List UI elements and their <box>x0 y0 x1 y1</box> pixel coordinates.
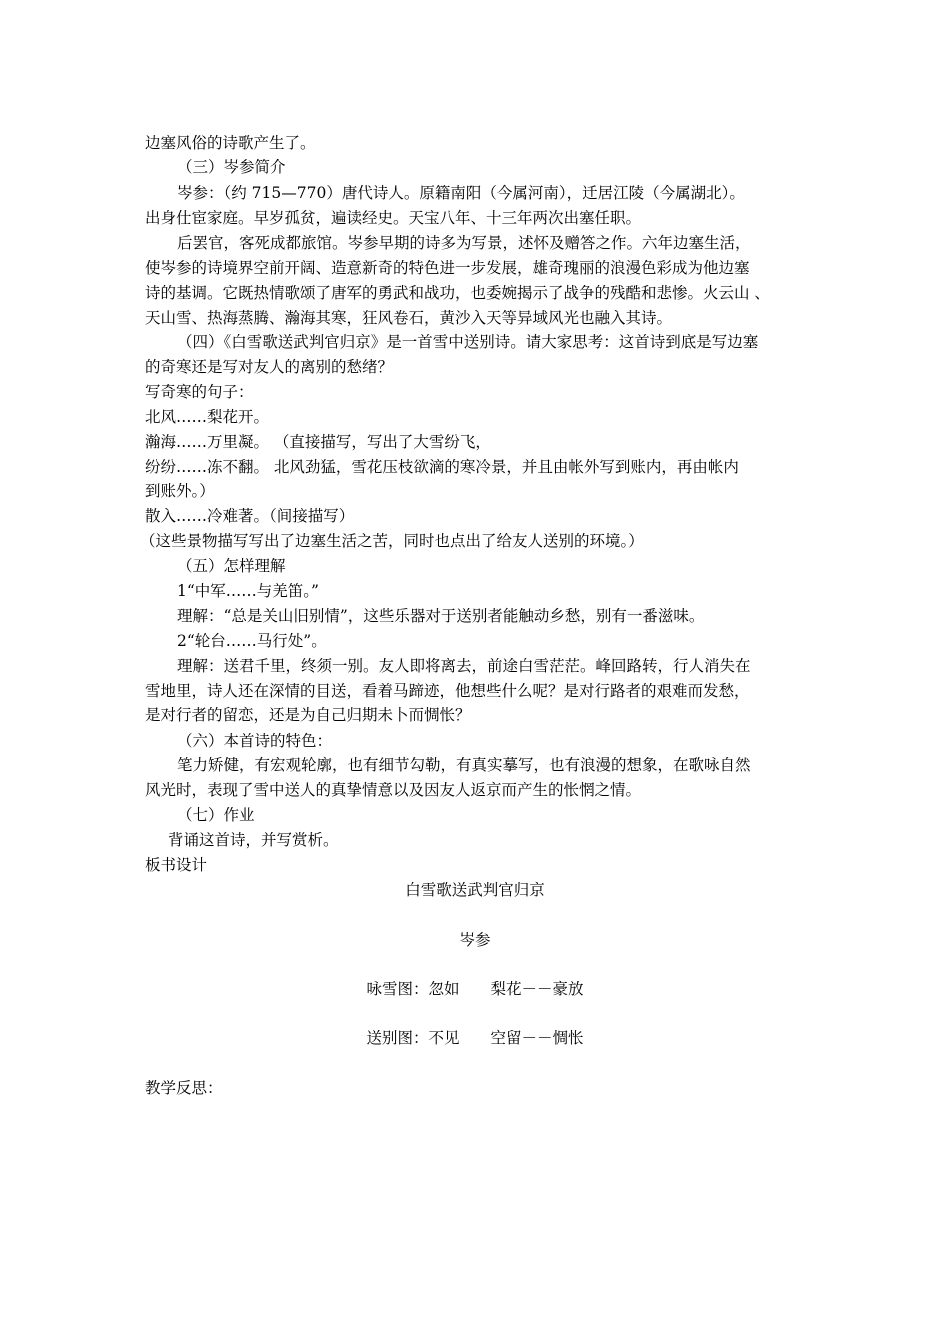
board-row-snow: 咏雪图：忽如 梨花－－豪放 <box>366 980 584 998</box>
text-line: 是对行者的留恋，还是为自己归期未卜而惆怅？ <box>145 706 471 724</box>
section-heading: （六）本首诗的特色： <box>177 732 333 750</box>
board-title: 白雪歌送武判官归京 <box>405 881 545 899</box>
text-line: 的奇寒还是写对友人的离别的愁绪？ <box>145 358 394 376</box>
text-line: 理解：“总是关山旧别情”，这些乐器对于送别者能触动乡愁，别有一番滋味。 <box>177 607 705 625</box>
section-heading: （七）作业 <box>177 806 255 824</box>
text-line: 使岑参的诗境界空前开阔、造意新奇的特色进一步发展，雄奇瑰丽的浪漫色彩成为他边塞 <box>145 259 750 277</box>
board-row-farewell: 送别图：不见 空留－－惆怅 <box>366 1029 584 1047</box>
reflection-label: 教学反思： <box>145 1079 223 1097</box>
text-line: 到账外。） <box>145 482 215 500</box>
text-line: 2“轮台……马行处”。 <box>177 632 327 650</box>
text-line: 瀚海……万里凝。 （直接描写，写出了大雪纷飞， <box>145 433 491 451</box>
text-line: 风光时，表现了雪中送人的真挚情意以及因友人返京而产生的怅惘之情。 <box>145 781 642 799</box>
section-heading: （四）《白雪歌送武判官归京》是一首雪中送别诗。请大家思考：这首诗到底是写边塞 <box>177 333 759 351</box>
text-line: 笔力矫健，有宏观轮廓，也有细节勾勒，有真实摹写，也有浪漫的想象，在歌咏自然 <box>177 756 751 774</box>
text-line: 后罢官，客死成都旅馆。岑参早期的诗多为写景，述怀及赠答之作。六年边塞生活， <box>177 234 751 252</box>
text-line: 散入……冷难著。（间接描写） <box>145 507 355 525</box>
text-line: 写奇寒的句子： <box>145 383 254 401</box>
section-heading: （三）岑参简介 <box>177 158 286 176</box>
text-line: 出身仕宦家庭。早岁孤贫，遍读经史。天宝八年、十三年两次出塞任职。 <box>145 209 642 227</box>
text-line: 理解：送君千里，终须一别。友人即将离去，前途白雪茫茫。峰回路转，行人消失在 <box>177 657 751 675</box>
text-line: 背诵这首诗，并写赏析。 <box>168 831 339 849</box>
board-author: 岑参 <box>459 931 491 949</box>
text-line: 天山雪、热海蒸腾、瀚海其寒，狂风卷石，黄沙入天等异域风光也融入其诗。 <box>145 309 673 327</box>
text-line: 1“中军……与羌笛。” <box>177 582 319 600</box>
text-line: 诗的基调。它既热情歌颂了唐军的勇武和战功，也委婉揭示了战争的残酷和悲惨。火云山 、 <box>145 284 770 302</box>
text-line: 雪地里，诗人还在深情的目送，看着马蹄迹，他想些什么呢？是对行路者的艰难而发愁， <box>145 682 750 700</box>
text-line: 板书设计 <box>145 856 208 874</box>
text-line: 北风……梨花开。 <box>145 408 270 426</box>
text-line: 纷纷……冻不翻。 北风劲猛，雪花压枝欲滴的寒冷景，并且由帐外写到账内，再由帐内 <box>145 458 739 476</box>
text-line: （这些景物描写写出了边塞生活之苦，同时也点出了给友人送别的环境。） <box>140 532 644 550</box>
section-heading: （五）怎样理解 <box>177 557 286 575</box>
text-line: 边塞风俗的诗歌产生了。 <box>145 134 316 152</box>
text-line: 岑参：（约 715—770）唐代诗人。原籍南阳（今属河南），迁居江陵（今属湖北）。 <box>177 184 745 202</box>
